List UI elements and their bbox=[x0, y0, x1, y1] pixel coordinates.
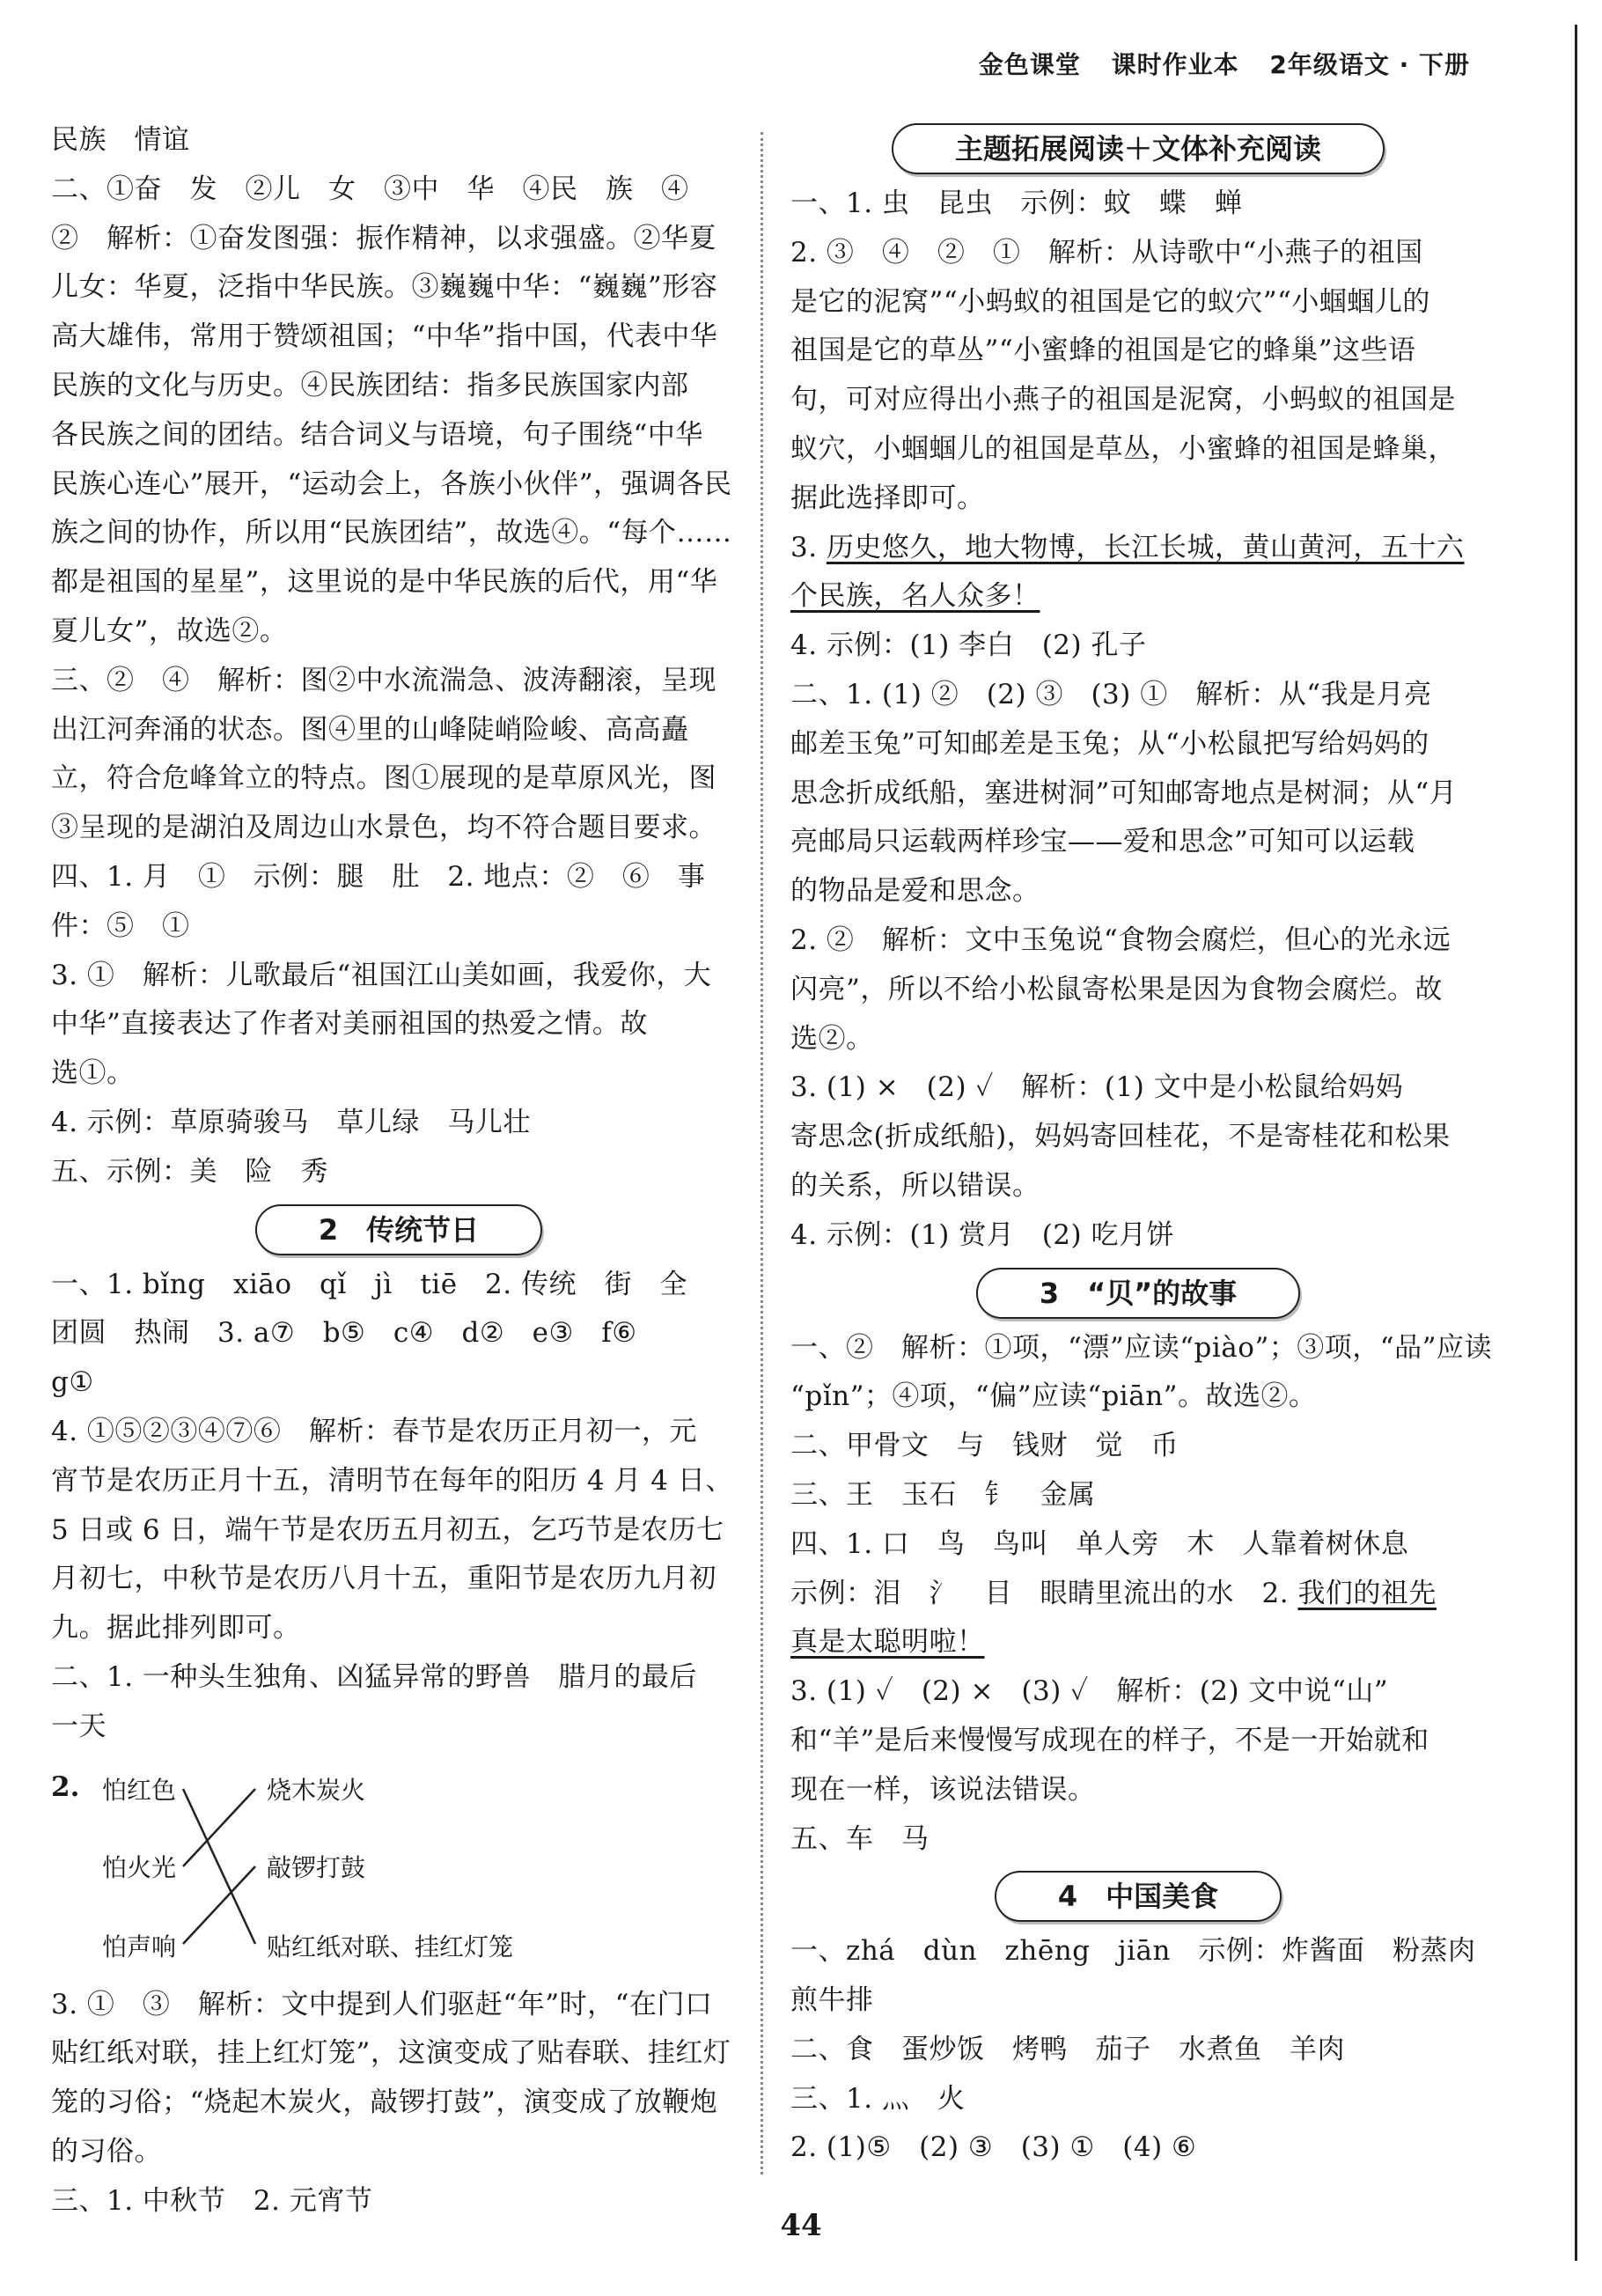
answer-line: 三、王 玉石 钅 金属 bbox=[790, 1478, 1096, 1511]
section-heading-3 bbox=[790, 1266, 1486, 1321]
answer-line: 中华”直接表达了作者对美丽祖国的热爱之情。故 bbox=[51, 1008, 648, 1041]
answer-line: 民族 情谊 bbox=[51, 124, 190, 156]
answer-line: 出江河奔涌的状态。图④里的山峰陡峭险峻、高高矗 bbox=[51, 713, 689, 746]
answer-line: 儿女：华夏，泛指中华民族。③巍巍中华：“巍巍”形容 bbox=[51, 271, 718, 304]
answer-line: 九。据此排列即可。 bbox=[51, 1612, 301, 1645]
answer-line: 句，可对应得出小燕子的祖国是泥窝，小蚂蚁的祖国是 bbox=[790, 384, 1456, 416]
answer-line: “pǐn”；④项，“偏”应读“piān”。故选②。 bbox=[790, 1380, 1317, 1413]
answer-line: 4. 示例：(1) 赏月 (2) 吃月饼 bbox=[790, 1218, 1174, 1251]
answer-line: 3. ① ③ 解析：文中提到人们驱赶“年”时，“在门口 bbox=[51, 1988, 713, 2020]
answer-line: 祖国是它的草丛”“小蜜蜂的祖国是它的蜂巢”这些语 bbox=[790, 335, 1416, 367]
page-number: 44 bbox=[780, 2208, 822, 2243]
answer-line: 五、车 马 bbox=[790, 1822, 930, 1855]
right-block-4 bbox=[790, 1667, 1486, 1864]
answer-line: 月初七，中秋节是农历八月十五，重阳节是农历九月初 bbox=[51, 1563, 716, 1595]
answer-line: 3. (1) × (2) ✓ 解析：(1) 文中是小松鼠给妈妈 bbox=[790, 1071, 1404, 1104]
answer-line: 2. ③ ④ ② ① 解析：从诗歌中“小燕子的祖国 bbox=[790, 236, 1423, 269]
answer-line: 5 日或 6 日，端午节是农历五月初五，乞巧节是农历七 bbox=[51, 1513, 724, 1546]
answer-line: 笼的习俗；“烧起木炭火，敲锣打鼓”，演变成了放鞭炮 bbox=[51, 2086, 718, 2119]
answer-line: 4. 示例：(1) 李白 (2) 孔子 bbox=[790, 629, 1147, 662]
answer-line: 二、1. (1) ② (2) ③ (3) ① 解析：从“我是月亮 bbox=[790, 678, 1432, 710]
left-block-2 bbox=[51, 1261, 746, 1752]
answer-line: 寄思念(折成纸船)，妈妈寄回桂花，不是寄桂花和松果 bbox=[790, 1121, 1451, 1153]
answer-line: 三、1. 灬 火 bbox=[790, 2082, 966, 2115]
answer-line: 2. (1)⑤ (2) ③ (3) ① (4) ⑥ bbox=[790, 2131, 1197, 2164]
answer-line: 二、①奋 发 ②儿 女 ③中 华 ④民 族 ④ bbox=[51, 173, 689, 205]
page-edge-rule bbox=[1575, 25, 1577, 2261]
answer-line: 立，符合危峰耸立的特点。图①展现的是草原风光，图 bbox=[51, 762, 716, 795]
right-block-3 bbox=[790, 1324, 1492, 1570]
section-title: 3 “贝”的故事 bbox=[976, 1268, 1300, 1319]
answer-line: 三、1. 中秋节 2. 元宵节 bbox=[51, 2184, 373, 2217]
answer-line: 亮邮局只运载两样珍宝——爱和思念”可知可以运载 bbox=[790, 826, 1415, 858]
answer-line bbox=[790, 1618, 1486, 1667]
answer-line: 一天 bbox=[51, 1710, 107, 1742]
match-number: 2. bbox=[51, 1770, 80, 1803]
match-lines bbox=[51, 1752, 280, 1981]
answer-line: 蚁穴，小蝈蝈儿的祖国是草丛，小蜜蜂的祖国是蜂巢， bbox=[790, 432, 1456, 465]
answer-line: 据此选择即可。 bbox=[790, 482, 985, 514]
answer-line: 现在一样，该说法错误。 bbox=[790, 1773, 1096, 1806]
match-left-3: 怕声响 bbox=[102, 1932, 177, 1961]
answer-line: 一、1. bǐng xiāo qǐ jì tiē 2. 传统 街 全 bbox=[51, 1268, 687, 1300]
answer-line: 3. (1) ✓ (2) × (3) ✓ 解析：(2) 文中说“山” bbox=[790, 1675, 1389, 1708]
section-title: 2 传统节日 bbox=[255, 1204, 542, 1255]
header-subject: 2年级语文 · 下册 bbox=[1269, 50, 1470, 79]
answer-line bbox=[790, 572, 1486, 622]
section-heading-4 bbox=[790, 1869, 1486, 1924]
answer-line: 四、1. 月 ① 示例：腿 肚 2. 地点：② ⑥ 事 bbox=[51, 860, 706, 893]
answer-line: 的关系，所以错误。 bbox=[790, 1169, 1040, 1202]
answer-line: ③呈现的是湖泊及周边山水景色，均不符合题目要求。 bbox=[51, 812, 716, 844]
underlined-answer: 个民族，名人众多！ bbox=[790, 580, 1040, 613]
match-left-2: 怕火光 bbox=[102, 1852, 177, 1882]
answer-line: 二、甲骨文 与 钱财 觉 币 bbox=[790, 1430, 1179, 1462]
answer-line: 选①。 bbox=[51, 1057, 135, 1090]
header-brand: 金色课堂 bbox=[978, 50, 1081, 79]
answer-line: 一、② 解析：①项，“漂”应读“piào”；③项，“品”应读 bbox=[790, 1331, 1492, 1364]
answer-line: 邮差玉兔”可知邮差是玉兔；从“小松鼠把写给妈妈的 bbox=[790, 727, 1429, 760]
answer-line: 族之间的协作，所以用“民族团结”，故选④。“每个…… bbox=[51, 517, 732, 549]
underlined-answer: 我们的祖先 bbox=[1297, 1577, 1437, 1609]
match-right-1: 烧木炭火 bbox=[267, 1775, 366, 1805]
column-divider bbox=[761, 132, 763, 2175]
left-block-3 bbox=[51, 1981, 746, 2226]
q-num: 3. bbox=[790, 531, 818, 563]
header-series: 课时作业本 bbox=[1111, 50, 1239, 79]
answer-line: 都是祖国的星星”，这里说的是中华民族的后代，用“华 bbox=[51, 566, 718, 599]
match-right-2: 敲锣打鼓 bbox=[267, 1852, 366, 1882]
answer-line: 一、zhá dùn zhēng jiān 示例：炸酱面 粉蒸肉 bbox=[790, 1935, 1476, 1968]
matching-exercise bbox=[51, 1752, 746, 1981]
answer-line: g① bbox=[51, 1366, 94, 1399]
answer-line: 民族心连心”展开，“运动会上，各族小伙伴”，强调各民 bbox=[51, 467, 732, 500]
answer-line: 3. ① 解析：儿歌最后“祖国江山美如画，我爱你，大 bbox=[51, 959, 712, 991]
answer-line: 的物品是爱和思念。 bbox=[790, 875, 1040, 908]
answer-line: 夏儿女”，故选②。 bbox=[51, 614, 288, 647]
answer-line: 4. ①⑤②③④⑦⑥ 解析：春节是农历正月初一，元 bbox=[51, 1415, 697, 1447]
match-right-3: 贴红纸对联、挂红灯笼 bbox=[267, 1932, 514, 1961]
answer-line: 件：⑤ ① bbox=[51, 909, 190, 942]
answer-text: 示例：泪 氵 目 眼睛里流出的水 2. bbox=[790, 1577, 1290, 1609]
underlined-answer: 真是太聪明啦！ bbox=[790, 1626, 985, 1659]
answer-line: 煎牛排 bbox=[790, 1984, 874, 2017]
answer-line: 二、1. 一种头生独角、凶猛异常的野兽 腊月的最后 bbox=[51, 1660, 697, 1693]
section-title: 4 中国美食 bbox=[995, 1871, 1282, 1922]
running-header bbox=[958, 46, 1470, 81]
left-column bbox=[51, 116, 746, 2226]
answer-line: 思念折成纸船，塞进树洞”可知邮寄地点是树洞；从“月 bbox=[790, 776, 1458, 809]
answer-line: 高大雄伟，常用于赞颂祖国；“中华”指中国，代表中华 bbox=[51, 320, 718, 353]
answer-line: 一、1. 虫 昆虫 示例：蚊 蝶 蝉 bbox=[790, 188, 1243, 219]
match-left-1: 怕红色 bbox=[102, 1775, 177, 1805]
answer-line bbox=[790, 1570, 1486, 1619]
right-block-1 bbox=[790, 180, 1486, 524]
section-title: 主题拓展阅读＋文体补充阅读 bbox=[892, 123, 1385, 174]
answer-line: 二、食 蛋炒饭 烤鸭 茄子 水煮鱼 羊肉 bbox=[790, 2033, 1345, 2065]
answer-line: 宵节是农历正月十五，清明节在每年的阳历 4 月 4 日、 bbox=[51, 1464, 733, 1497]
right-block-2 bbox=[790, 622, 1486, 1260]
answer-line: 2. ② 解析：文中玉兔说“食物会腐烂，但心的光永远 bbox=[790, 924, 1451, 956]
answer-line: 是它的泥窝”“小蚂蚁的祖国是它的蚁穴”“小蝈蝈儿的 bbox=[790, 285, 1430, 318]
answer-line: 团圆 热闹 3. a⑦ b⑤ c④ d② e③ f⑥ bbox=[51, 1317, 637, 1350]
section-heading-reading bbox=[790, 121, 1486, 176]
answer-line bbox=[790, 524, 1486, 573]
answer-line: 选②。 bbox=[790, 1022, 874, 1055]
right-column bbox=[790, 116, 1492, 2173]
answer-line: 的习俗。 bbox=[51, 2135, 162, 2167]
answer-line: 三、② ④ 解析：图②中水流湍急、波涛翻滚，呈现 bbox=[51, 664, 716, 696]
section-heading-2 bbox=[51, 1203, 746, 1257]
answer-line: 闪亮”，所以不给小松鼠寄松果是因为食物会腐烂。故 bbox=[790, 973, 1443, 1005]
answer-line: 和“羊”是后来慢慢写成现在的样子，不是一开始就和 bbox=[790, 1724, 1429, 1756]
answer-line: 四、1. 口 鸟 鸟叫 单人旁 木 人靠着树休息 bbox=[790, 1527, 1409, 1560]
answer-line: 五、示例：美 险 秀 bbox=[51, 1155, 328, 1188]
answer-line: 贴红纸对联，挂上红灯笼”，这演变成了贴春联、挂红灯 bbox=[51, 2037, 731, 2070]
answer-line: 各民族之间的团结。结合词义与语境，句子围绕“中华 bbox=[51, 418, 703, 451]
underlined-answer: 历史悠久，地大物博，长江长城，黄山黄河，五十六 bbox=[826, 531, 1465, 563]
answer-line: ② 解析：①奋发图强：振作精神，以求强盛。②华夏 bbox=[51, 222, 716, 254]
right-block-5 bbox=[790, 1927, 1486, 2173]
answer-line: 4. 示例：草原骑骏马 草儿绿 马儿壮 bbox=[51, 1106, 531, 1138]
answer-line: 民族的文化与历史。④民族团结：指多民族国家内部 bbox=[51, 369, 689, 401]
left-block-1 bbox=[51, 116, 746, 1197]
